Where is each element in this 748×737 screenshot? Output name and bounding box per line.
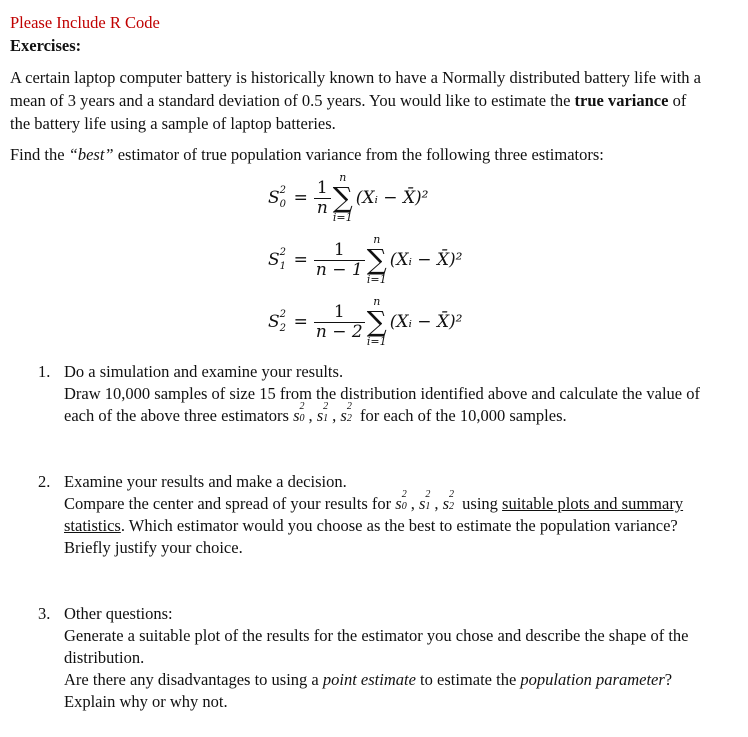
fraction bbox=[314, 241, 365, 280]
sigma-icon: ∑ bbox=[366, 305, 387, 338]
item-heading: Examine your results and make a decision. bbox=[64, 472, 347, 491]
intro-text: A certain laptop computer battery is historically known to have a Normally distributed battery life with a mean of 3 years and a standard deviation of 0.5 years. You would like to estimate the bbox=[10, 68, 701, 110]
item-question: Are there any disadvantages to using a point estimate to estimate the population parameter? Explain why or why not. bbox=[64, 670, 673, 711]
item-heading: Do a simulation and examine your results. bbox=[64, 362, 344, 381]
fraction bbox=[314, 179, 331, 218]
fraction-denominator: n − 1 bbox=[315, 259, 363, 280]
summation bbox=[367, 234, 387, 286]
intro-text-2: of the battery life using a sample of laptop batteries. bbox=[10, 91, 687, 133]
sum-lower: i=1 bbox=[332, 211, 353, 224]
find-text: Find the bbox=[10, 145, 69, 164]
sigma-icon: ∑ bbox=[366, 243, 387, 276]
page-title: Please Include R Code bbox=[10, 13, 160, 32]
fraction-numerator: 1 bbox=[314, 303, 365, 323]
estimator-formulas bbox=[268, 167, 734, 353]
fraction-denominator: n − 2 bbox=[315, 321, 363, 342]
fraction-numerator: 1 bbox=[314, 241, 365, 261]
formula-lhs: S 2 0 bbox=[268, 185, 287, 210]
formula-body: (Xᵢ − X̄)² bbox=[389, 312, 463, 332]
section-heading: Exercises: bbox=[10, 36, 82, 55]
item-text: Draw 10,000 samples of size 15 from the distribution identified above and calculate the value of each of the above three estimators s 2 0 , s 2 1 , s 2 2 for each of the 10,000 samples. bbox=[64, 384, 700, 425]
item-number: 3. bbox=[38, 604, 51, 623]
summation bbox=[333, 172, 353, 224]
formula-s2 bbox=[268, 291, 734, 353]
formula-lhs: S 2 2 bbox=[268, 309, 287, 334]
question-list bbox=[38, 361, 718, 713]
fraction-denominator: n bbox=[316, 197, 328, 218]
sum-lower: i=1 bbox=[366, 335, 387, 348]
find-text-2: estimator of true population variance from the following three estimators: bbox=[113, 145, 604, 164]
item-text: Compare the center and spread of your results for s 2 0 , s 2 1 , s 2 2 using suitable plots and summary statistics. Which estimator would you choose as the best to estimate the population variance? Briefly justify your choice. bbox=[64, 489, 684, 557]
sum-lower: i=1 bbox=[366, 273, 387, 286]
item-number: 1. bbox=[38, 362, 51, 381]
formula-s0 bbox=[268, 167, 734, 229]
fraction-numerator: 1 bbox=[314, 179, 331, 199]
formula-body: (Xᵢ − X̄)² bbox=[355, 188, 429, 208]
equals-sign: = bbox=[293, 312, 308, 332]
find-italic: “best” bbox=[68, 145, 114, 164]
summation bbox=[367, 296, 387, 348]
sum-upper: n bbox=[373, 295, 381, 308]
suitable-plots-link[interactable]: suitable plots and summary statistics bbox=[64, 494, 684, 535]
sum-upper: n bbox=[373, 233, 381, 246]
list-item-3 bbox=[38, 603, 718, 713]
sum-upper: n bbox=[339, 171, 347, 184]
intro-paragraph bbox=[10, 66, 710, 135]
formula-body: (Xᵢ − X̄)² bbox=[389, 250, 463, 270]
formula-s1 bbox=[268, 229, 734, 291]
equals-sign: = bbox=[293, 250, 308, 270]
fraction bbox=[314, 303, 365, 342]
list-item-1 bbox=[38, 361, 718, 427]
item-heading: Other questions: bbox=[64, 604, 173, 623]
intro-bold: true variance bbox=[574, 91, 669, 110]
equals-sign: = bbox=[293, 188, 308, 208]
item-number: 2. bbox=[38, 472, 51, 491]
list-item-2 bbox=[38, 471, 718, 559]
sigma-icon: ∑ bbox=[332, 181, 353, 214]
find-paragraph bbox=[10, 144, 734, 165]
item-text: Generate a suitable plot of the results for the estimator you chose and describe the shape of the distribution. bbox=[64, 626, 689, 667]
formula-lhs: S 2 1 bbox=[268, 247, 287, 272]
